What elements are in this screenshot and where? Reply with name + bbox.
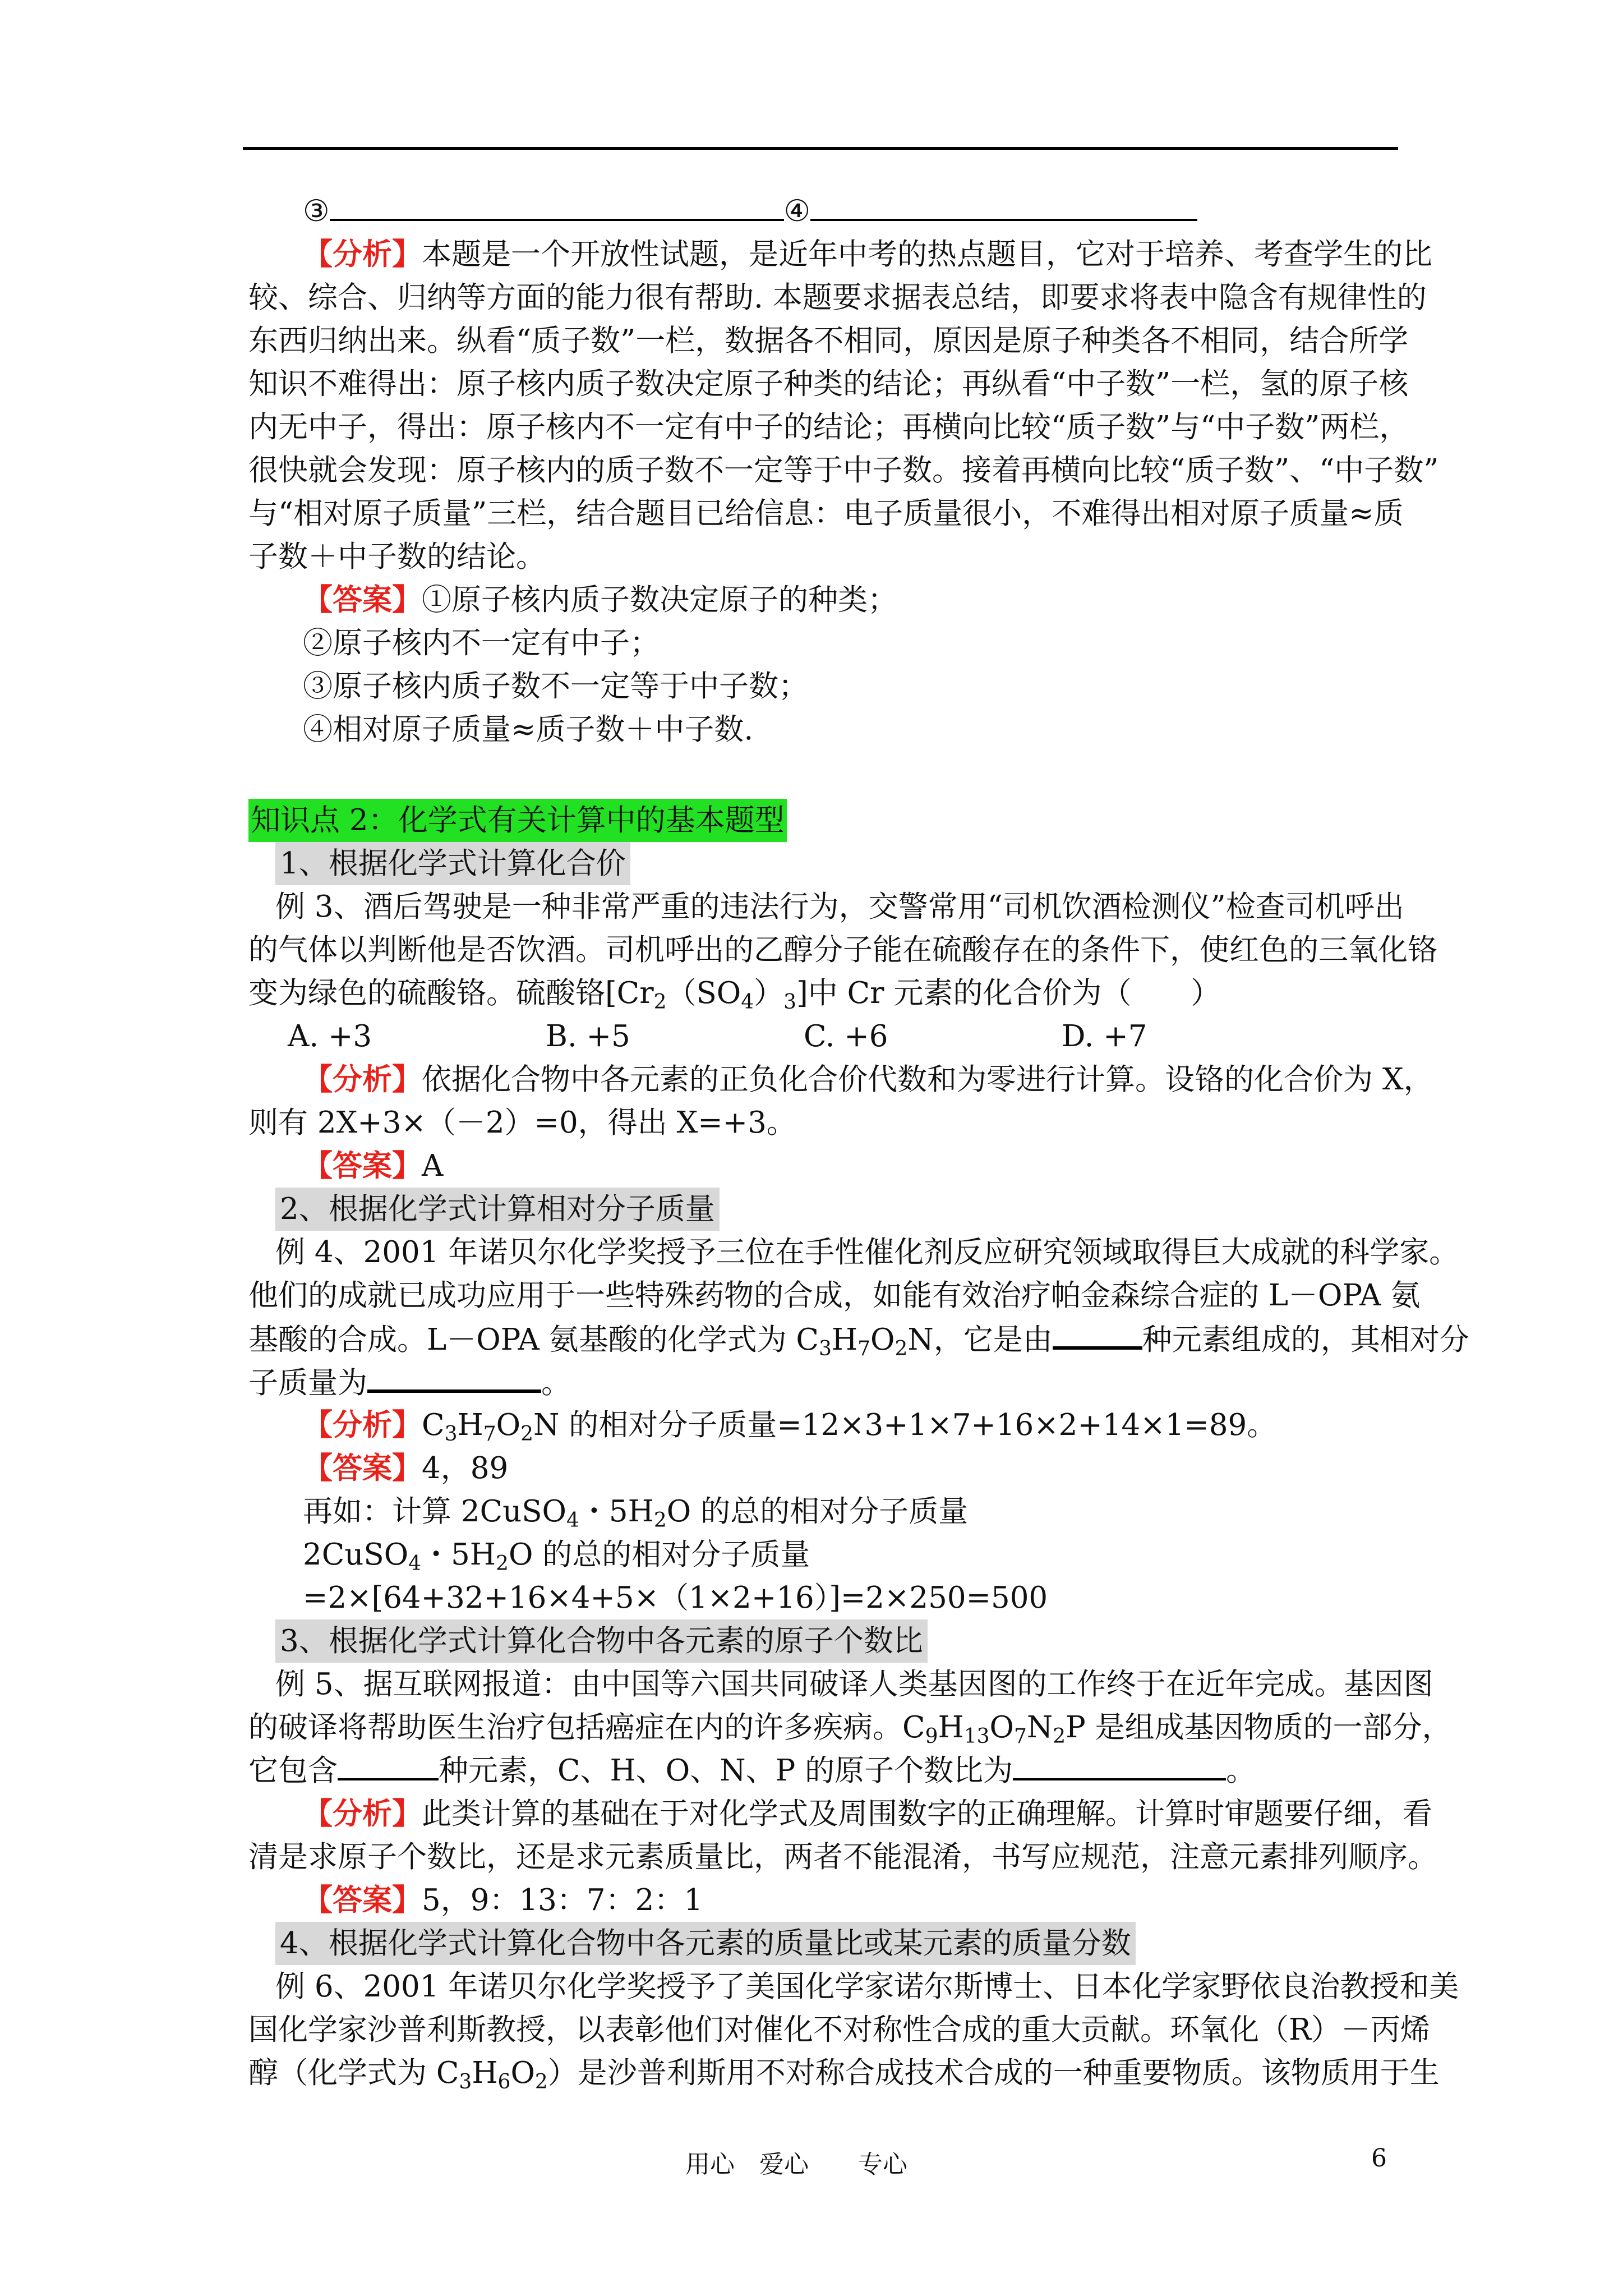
footer-motto: 用心 爱心 专心 [685,2150,907,2179]
example-3-analysis: 【分析】依据化合物中各元素的正负化合价代数和为零进行计算。设铬的化合价为 X， [303,1062,1433,1097]
section-heading-4: 4、根据化学式计算化合物中各元素的质量比或某元素的质量分数 [248,1922,1404,1965]
answer-line: ④相对原子质量≈质子数＋中子数. [303,712,754,747]
answer-blank-4[interactable] [810,190,1197,221]
option-c[interactable]: C. +6 [804,1019,888,1053]
knowledge-point-heading: 知识点 2：化学式有关计算中的基本题型 [248,799,1404,842]
example-4-line: 他们的成就已成功应用于一些特殊药物的合成，如能有效治疗帕金森综合症的 L－OPA 氨 [248,1278,1421,1313]
example-5-analysis: 【分析】此类计算的基础在于对化学式及周围数字的正确理解。计算时审题要仔细，看 [303,1796,1432,1831]
example-3-options [248,1015,1404,1058]
example-3-line: 变为绿色的硫酸铬。硫酸铬$[Cr_2(SO_4)_3]$中 Cr 元素的化合价为（ ） [248,976,1221,1014]
example-3-line: 例 3、酒后驾驶是一种非常严重的违法行为，交警常用“司机饮酒检测仪”检查司机呼出 [275,890,1404,924]
answer-tag: 【答案】 [303,582,422,617]
example-3-answer: 【答案】A [303,1148,444,1183]
element-count-blank[interactable] [1053,1317,1142,1350]
example-5-analysis-line: 清是求原子个数比，还是求元素质量比，两者不能混淆，书写应规范，注意元素排列顺序。 [248,1840,1437,1874]
example-3-analysis-line: 则有 2X+3×（－2）=0，得出 X=+3。 [248,1106,796,1140]
example-6-line: 醇（化学式为 $C_3H_6O_2$）是沙普利斯用不对称合成技术合成的一种重要物质。该物质用于生 [248,2056,1440,2093]
answer-line: ②原子核内不一定有中子； [303,626,660,660]
section-heading-1: 1、根据化学式计算化合价 [248,842,1404,885]
page-number: 6 [1371,2144,1387,2173]
element-types-blank[interactable] [338,1749,439,1780]
atom-ratio-blank[interactable] [1013,1749,1226,1780]
analysis-line: 很快就会发现：原子核内的质子数不一定等于中子数。接着再横向比较“质子数”、“中子数” [248,453,1439,487]
document-body [248,190,1469,2095]
example-4-analysis: 【分析】$C_3H_7O_2N$ 的相对分子质量=12×3+1×7+16×2+14×1=89。 [303,1407,1277,1446]
option-d[interactable]: D. +7 [1062,1019,1147,1053]
analysis-line: 与“相对原子质量”三栏，结合题目已给信息：电子质量很小，不难得出相对原子质量≈质 [248,496,1404,531]
answer-line: ③原子核内质子数不一定等于中子数； [303,669,808,703]
answer-blank-3[interactable] [330,190,784,221]
example-5-line: 的破译将帮助医生治疗包括癌症在内的许多疾病。$C_9H_{13}O_7N_2P$ 是组成基因物质的一部分， [248,1710,1452,1748]
example-4-extra: 再如：计算 2CuSO$_4$・$5H_2O$ 的总的相对分子质量 [303,1494,969,1532]
blank-line-3-4 [248,190,1404,233]
option-b[interactable]: B. +5 [546,1019,630,1053]
analysis-paragraph: 【分析】本题是一个开放性试题，是近年中考的热点题目，它对于培养、考查学生的比 [303,237,1432,272]
analysis-line: 知识不难得出：原子核内质子数决定原子种类的结论；再纵看“中子数”一栏，氢的原子核 [248,367,1409,401]
example-5-line: 它包含 种元素，C、H、O、N、P 的原子个数比为 。 [248,1749,1404,1792]
section-heading-2: 2、根据化学式计算相对分子质量 [248,1188,1404,1231]
example-5-answer: 【答案】5，9：13：7：2：1 [303,1883,703,1917]
item-4-marker: ④ [783,194,811,228]
example-6-line: 例 6、2001 年诺贝尔化学奖授予了美国化学家诺尔斯博士、日本化学家野依良治教授和美 [275,1970,1459,2004]
analysis-tag: 【分析】 [303,237,422,272]
example-4-extra: 2CuSO$_4$・$5H_2O$ 的总的相对分子质量 [303,1538,810,1575]
molecular-mass-blank[interactable] [367,1360,541,1393]
item-3-marker: ③ [303,194,330,228]
header-rule [243,147,1398,150]
option-a[interactable]: A. +3 [288,1019,372,1053]
example-4-line: 基酸的合成。L－OPA 氨基酸的化学式为 $C_3H_7O_2N$，它是由 种元素组成的，其相对分 [248,1317,1404,1360]
answer-paragraph: 【答案】①原子核内质子数决定原子的种类； [303,582,897,617]
example-4-line: 子质量为 。 [248,1360,1404,1404]
example-4-line: 例 4、2001 年诺贝尔化学奖授予三位在手性催化剂反应研究领域取得巨大成就的科学家。 [275,1235,1459,1269]
example-3-line: 的气体以判断他是否饮酒。司机呼出的乙醇分子能在硫酸存在的条件下，使红色的三氧化铬 [248,933,1437,967]
example-4-extra: =2×[64+32+16×4+5×（1×2+16）]=2×250=500 [303,1581,1048,1615]
analysis-line: 东西归纳出来。纵看“质子数”一栏，数据各不相同，原因是原子种类各不相同，结合所学 [248,324,1409,358]
example-5-line: 例 5、据互联网报道：由中国等六国共同破译人类基因图的工作终于在近年完成。基因图 [275,1667,1433,1701]
example-4-answer: 【答案】4，89 [303,1451,509,1485]
analysis-line: 子数＋中子数的结论。 [248,540,546,574]
analysis-line: 内无中子，得出：原子核内不一定有中子的结论；再横向比较“质子数”与“中子数”两栏， [248,410,1409,444]
example-6-line: 国化学家沙普利斯教授，以表彰他们对催化不对称性合成的重大贡献。环氧化（R）－丙烯 [248,2013,1430,2047]
section-heading-3: 3、根据化学式计算化合物中各元素的原子个数比 [248,1619,1404,1663]
analysis-line: 较、综合、归纳等方面的能力很有帮助. 本题要求据表总结，即要求将表中隐含有规律性的 [248,280,1427,315]
